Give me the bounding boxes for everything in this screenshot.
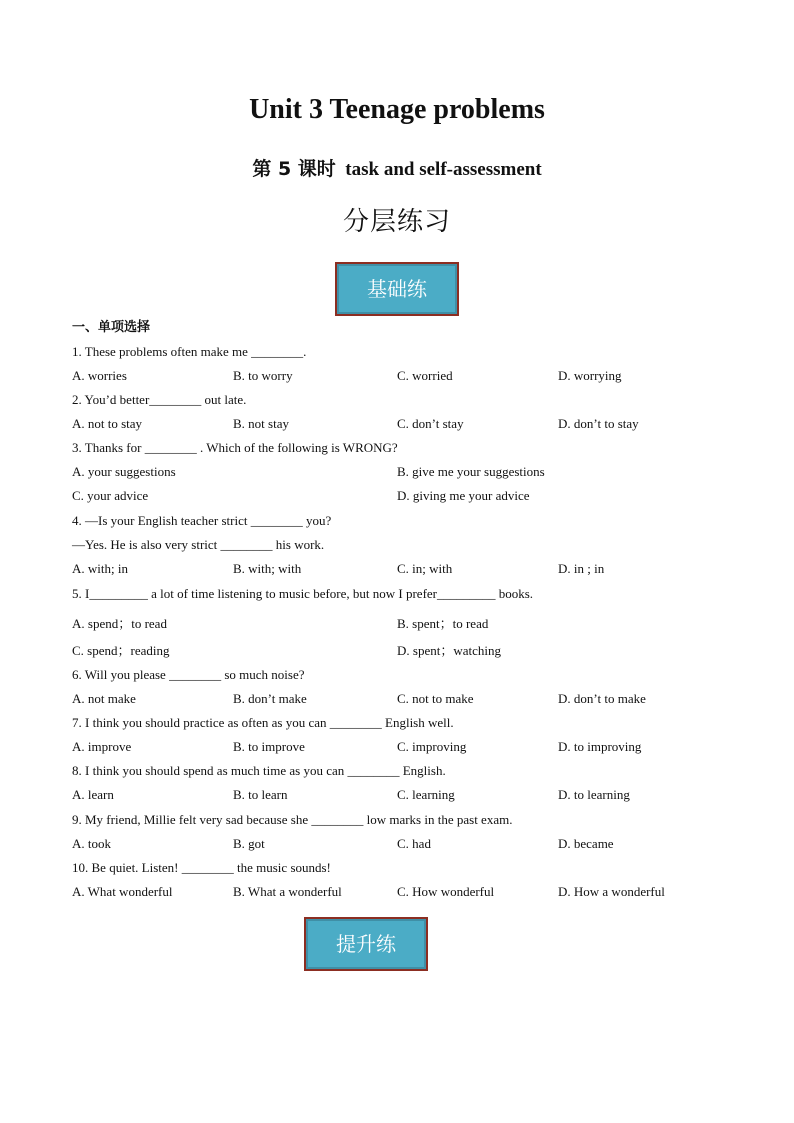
option: B. not stay	[233, 416, 289, 431]
option: D. became	[558, 836, 614, 851]
question-stem: 8. I think you should spend as much time as you can ________ English.	[72, 763, 446, 778]
page-title: Unit 3 Teenage problems	[249, 94, 545, 125]
option: C. learning	[397, 787, 455, 802]
option: C. don’t stay	[397, 416, 464, 431]
option: C. had	[397, 836, 431, 851]
option: D. don’t to make	[558, 691, 646, 706]
option: A. What wonderful	[72, 884, 173, 899]
practice-heading: 分层练习	[342, 207, 451, 237]
option: A. improve	[72, 739, 132, 754]
question-stem-reply: —Yes. He is also very strict ________ his work.	[72, 537, 325, 552]
option: A. spend；to read	[72, 616, 167, 631]
option: D. to improving	[558, 739, 642, 754]
option: A. your suggestions	[72, 464, 176, 479]
lesson-subtitle	[0, 154, 794, 181]
option: D. spent；watching	[397, 643, 501, 658]
option: C. spend；reading	[72, 643, 170, 658]
option: A. took	[72, 836, 111, 851]
basic-practice-badge: 基础练	[335, 262, 459, 316]
option: A. worries	[72, 368, 127, 383]
option: B. to improve	[233, 739, 305, 754]
option: D. How a wonderful	[558, 884, 665, 899]
option: C. in; with	[397, 561, 453, 576]
question-stem: 5. I_________ a lot of time listening to music before, but now I prefer_________ books.	[72, 586, 534, 601]
option: C. worried	[397, 368, 453, 383]
question-stem: 6. Will you please ________ so much noise?	[72, 667, 305, 682]
question-stem: 4. —Is your English teacher strict ________ you?	[72, 513, 332, 528]
question-stem: 2. You’d better________ out late.	[72, 392, 247, 407]
lesson-number: 第 5 课时	[252, 158, 336, 180]
question-stem: 1. These problems often make me ________.	[72, 344, 307, 359]
option: C. improving	[397, 739, 467, 754]
option: D. to learning	[558, 787, 630, 802]
question-stem: 7. I think you should practice as often as you can ________ English well.	[72, 715, 454, 730]
option: B. spent；to read	[397, 616, 489, 631]
lesson-topic: task and self-assessment	[345, 159, 542, 180]
question-stem: 3. Thanks for ________ . Which of the following is WRONG?	[72, 440, 398, 455]
option: B. to learn	[233, 787, 288, 802]
option: C. your advice	[72, 488, 149, 503]
option: B. with; with	[233, 561, 302, 576]
advanced-practice-badge: 提升练	[304, 917, 428, 971]
option: B. What a wonderful	[233, 884, 342, 899]
option: C. How wonderful	[397, 884, 495, 899]
option: B. got	[233, 836, 265, 851]
option: A. not make	[72, 691, 136, 706]
option: A. with; in	[72, 561, 128, 576]
option: B. to worry	[233, 368, 293, 383]
option: D. giving me your advice	[397, 488, 530, 503]
option: C. not to make	[397, 691, 474, 706]
option: A. learn	[72, 787, 114, 802]
option: D. in ; in	[558, 561, 605, 576]
question-stem: 10. Be quiet. Listen! ________ the music sounds!	[72, 860, 331, 875]
option: B. don’t make	[233, 691, 307, 706]
option: B. give me your suggestions	[397, 464, 545, 479]
option: A. not to stay	[72, 416, 143, 431]
section-title: 一、单项选择	[72, 320, 151, 335]
option: D. don’t to stay	[558, 416, 639, 431]
option: D. worrying	[558, 368, 622, 383]
question-stem: 9. My friend, Millie felt very sad because she ________ low marks in the past exam.	[72, 812, 513, 827]
